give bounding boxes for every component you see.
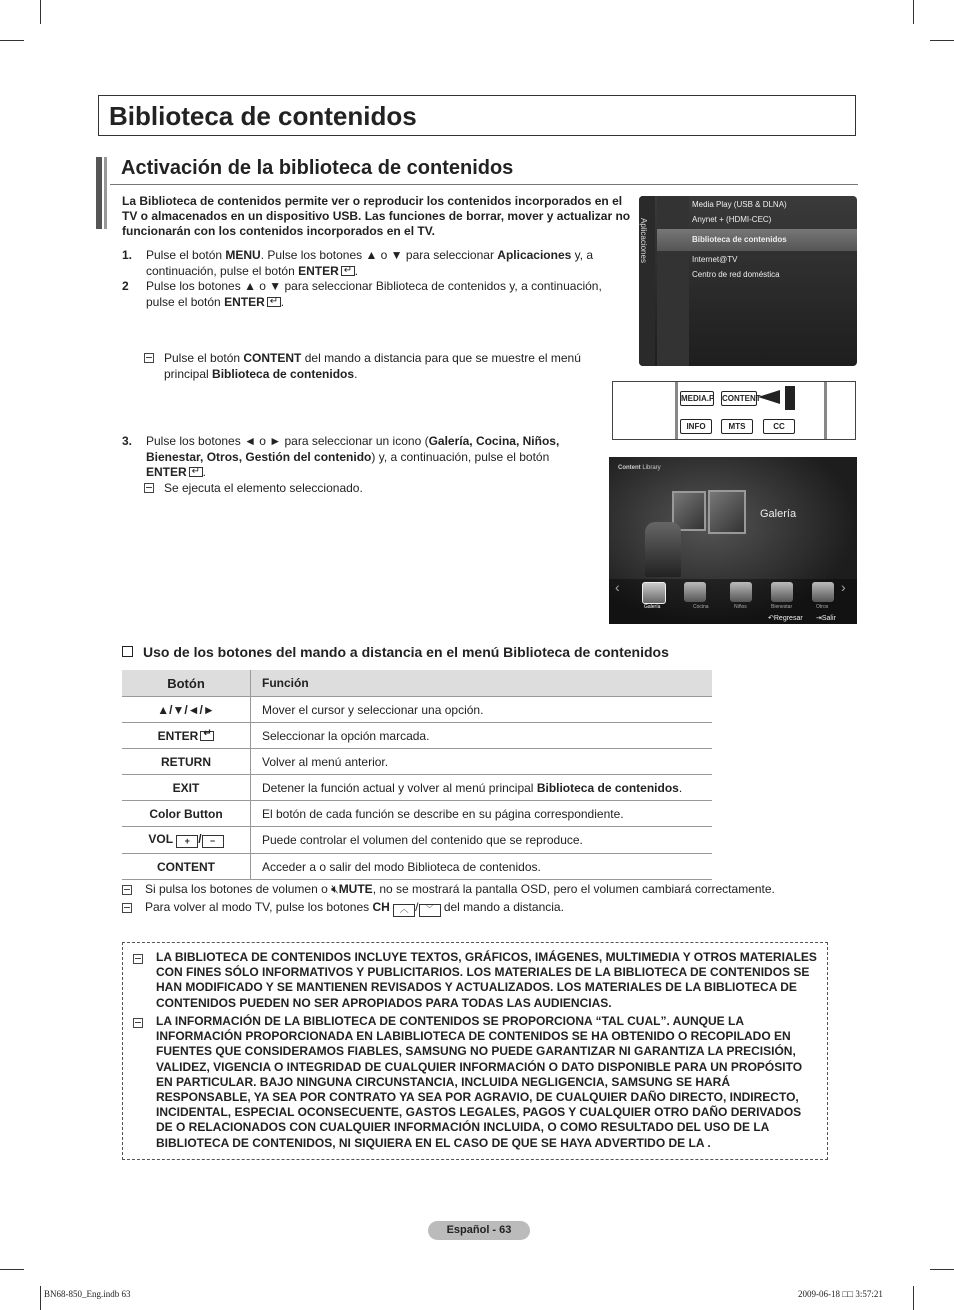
step-text: Pulse los botones ◄ o ► para seleccionar un icono (Galería, Cocina, Niños, [146, 434, 560, 448]
menu-item: Anynet + (HDMI-CEC) [692, 215, 772, 224]
remote-illustration [612, 381, 856, 440]
tv-menu-screenshot [639, 196, 857, 366]
step-number: 3. [122, 434, 133, 448]
crop-mark [0, 1269, 24, 1270]
step-text: Bienestar, Otros, Gestión del contenido) y, a continuación, pulse el botón [146, 450, 550, 464]
page-number: Español - 63 [428, 1221, 530, 1240]
checkbox-bullet-icon [122, 646, 133, 657]
crop-mark [40, 1286, 41, 1310]
step-text: Pulse el botón MENU. Pulse los botones ▲ o ▼ para seleccionar Aplicaciones y, a [146, 248, 594, 262]
note-icon [122, 885, 132, 895]
menu-item: Internet@TV [692, 255, 738, 264]
note-icon [144, 353, 154, 363]
table-cell-button: Color Button [122, 801, 251, 827]
section-bar [104, 157, 107, 229]
menu-item-selected: Biblioteca de contenidos [692, 235, 787, 244]
step-2 [122, 278, 622, 312]
table-cell-button: VOL + / − [122, 827, 251, 854]
library-header: Content Library [618, 465, 661, 471]
chevron-right-icon: › [841, 579, 846, 595]
chevron-left-icon: ‹ [615, 579, 620, 595]
enter-icon [200, 731, 214, 741]
menu-side-label: Aplicaciones [639, 218, 648, 263]
step-number: 2 [122, 279, 129, 293]
step-1 [122, 247, 622, 281]
footer-file: BN68-850_Eng.indb 63 [44, 1289, 131, 1299]
info-button: INFO [680, 419, 712, 434]
footer-return: ↶Regresar [768, 615, 803, 622]
table-cell-function: Puede controlar el volumen del contenido que se reproduce. [251, 827, 713, 854]
step-3 [122, 433, 602, 483]
table-cell-function: Volver al menú anterior. [251, 749, 713, 775]
table-row [122, 854, 712, 880]
table-cell-function: Acceder a o salir del modo Biblioteca de contenidos. [251, 854, 713, 880]
crop-mark [913, 1286, 914, 1310]
table-row [122, 775, 712, 801]
note-icon [144, 483, 154, 493]
cc-button: CC [763, 419, 795, 434]
kids-icon [730, 582, 752, 602]
exit-icon: ⇥ [816, 615, 822, 622]
footer-date: 2009-06-18 □□ 3:57:21 [798, 1289, 883, 1299]
section-bar [96, 157, 102, 229]
menu-item: Media Play (USB & DLNA) [692, 200, 787, 209]
kitchen-icon [684, 582, 706, 602]
ch-down-icon: ﹀ [419, 904, 441, 917]
disclaimer-box [122, 942, 828, 1160]
step-text: ENTER↵ . [146, 464, 206, 480]
table-cell-function: Seleccionar la opción marcada. [251, 723, 713, 749]
mute-icon: 🔇︎ [331, 882, 339, 896]
enter-icon [267, 297, 281, 307]
step-text: Pulse los botones ▲ o ▼ para seleccionar Biblioteca de contenidos y, a continuación, [146, 279, 602, 293]
enter-icon [189, 467, 203, 477]
menu-side-panel [639, 196, 655, 366]
vol-up-icon: + [176, 835, 198, 848]
crop-mark [40, 0, 41, 24]
section-title: Activación de la biblioteca de contenidos [121, 157, 514, 179]
pointer-icon [785, 386, 795, 410]
wellness-icon [771, 582, 793, 602]
gallery-icon [642, 582, 666, 604]
featured-category-label: Galería [760, 508, 797, 520]
category-label: Galería [644, 604, 661, 610]
table-row [122, 723, 712, 749]
category-label: Cocina [693, 604, 709, 610]
crop-mark [930, 40, 954, 41]
media-p-button: MEDIA.P [680, 391, 714, 406]
note-icon [122, 903, 132, 913]
page-title: Biblioteca de contenidos [109, 101, 417, 131]
crop-mark [913, 0, 914, 24]
table-row [122, 697, 712, 723]
intro-paragraph: La Biblioteca de contenidos permite ver o reproducir los contenidos incorporados en el TV o almacenados en un dispositivo USB. Las funciones de borrar, mover y actualizar no funcionarán con los contenidos incorporados en el TV. [122, 194, 631, 238]
crop-mark [0, 40, 24, 41]
arrow-left-icon [758, 390, 780, 404]
crop-mark [930, 1269, 954, 1270]
vol-down-icon: − [202, 835, 224, 848]
section-rule [110, 184, 858, 185]
table-row [122, 749, 712, 775]
note-icon [133, 1018, 143, 1028]
table-header: Función [251, 670, 713, 697]
table-cell-button: CONTENT [122, 854, 251, 880]
step-text: pulse el botón ENTER↵ . [146, 294, 284, 310]
table-cell-function: Detener la función actual y volver al menú principal Biblioteca de contenidos. [251, 775, 713, 801]
table-cell-function: Mover el cursor y seleccionar una opción. [251, 697, 713, 723]
return-icon: ↶ [768, 615, 774, 622]
table-header: Botón [122, 670, 251, 697]
content-button: CONTENT [721, 391, 757, 406]
content-library-screenshot [609, 457, 857, 624]
category-label: Bienestar [771, 604, 793, 610]
step-text: continuación, pulse el botón ENTER↵ . [146, 263, 358, 279]
disclaimer-paragraph: LA INFORMACIÓN DE LA BIBLIOTECA DE CONTENIDOS SE PROPORCIONA “TAL CUAL”. AUNQUE LA INFORMACIÓN PROPORCIONADA EN LABIBLIOTECA DE CONTENIDOS SE HA OBTENIDO O RECOPILADO EN FUENTES QUE CONSIDERAMOS FIABLES, SAMSUNG NO PUEDE GARANTIZAR NI GARANTIZA LA PRECISIÓN, VALIDEZ, VIGENCIA O INTEGRIDAD DE CUALQUIER INFORMACIÓN O DATO DISPONIBLE PARA UN PROPÓSITO EN PARTICULAR. BAJO NINGUNA CIRCUNSTANCIA, INCLUIDA NEGLIGENCIA, SAMSUNG SE HARÁ RESPONSABLE, YA SEA POR CONTRATO YA SEA POR AGRAVIO, DE CUALQUIER DAÑO DIRECTO, INDIRECTO, INCIDENTAL, ESPECIAL OCONSECUENTE, GASTOS LEGALES, PAGOS Y CUALQUIER OTRO DAÑO DERIVADOS DE O RELACIONADOS CON CUALQUIER INFORMACIÓN INCLUIDA, O COMO RESULTADO DEL USO DE LA BIBLIOTECA DE CONTENIDOS, NI SIQUIERA EN EL CASO DE QUE SE HAYA ADVERTIDO DE LA . [156, 1014, 803, 1150]
table-cell-button: ENTER↵ [122, 723, 251, 749]
category-label: Niños [734, 604, 747, 610]
menu-icon-column [657, 196, 689, 366]
footer-exit: ⇥Salir [816, 615, 836, 622]
menu-item: Centro de red doméstica [692, 270, 780, 279]
step-number: 1. [122, 248, 133, 262]
table-row [122, 801, 712, 827]
table-cell-button: RETURN [122, 749, 251, 775]
note-icon [133, 954, 143, 964]
picture-frame-image [708, 490, 746, 534]
table-row [122, 827, 712, 854]
table-cell-button: EXIT [122, 775, 251, 801]
button-function-table [122, 670, 712, 880]
category-label: Otros [816, 604, 829, 610]
enter-icon [341, 266, 355, 276]
page-title-box [98, 95, 856, 136]
mts-button: MTS [721, 419, 753, 434]
table-cell-function: El botón de cada función se describe en su página correspondiente. [251, 801, 713, 827]
sub-heading: Uso de los botones del mando a distancia en el menú Biblioteca de contenidos [122, 644, 669, 660]
disclaimer-paragraph: LA BIBLIOTECA DE CONTENIDOS INCLUYE TEXTOS, GRÁFICOS, IMÁGENES, MULTIMEDIA Y OTROS MATERIALES CON FINES SÓLO INFORMATIVOS Y PUBLICITARIOS. LOS MATERIALES DE LA BIBLIOTECA DE CONTENIDOS SE HAN MODIFICADO Y SE MANTIENEN REVISADOS Y ACTUALIZADOS. LOS MATERIALES DE LA BIBLIOTECA DE CONTENIDOS PUEDEN NO SER APROPIADOS PARA TODAS LAS AUDIENCIAS. [156, 950, 817, 1010]
ch-up-icon: ︿ [393, 904, 415, 917]
others-icon [812, 582, 834, 602]
chair-image [645, 522, 681, 577]
table-cell-button: ▲/▼/◄/► [122, 697, 251, 723]
